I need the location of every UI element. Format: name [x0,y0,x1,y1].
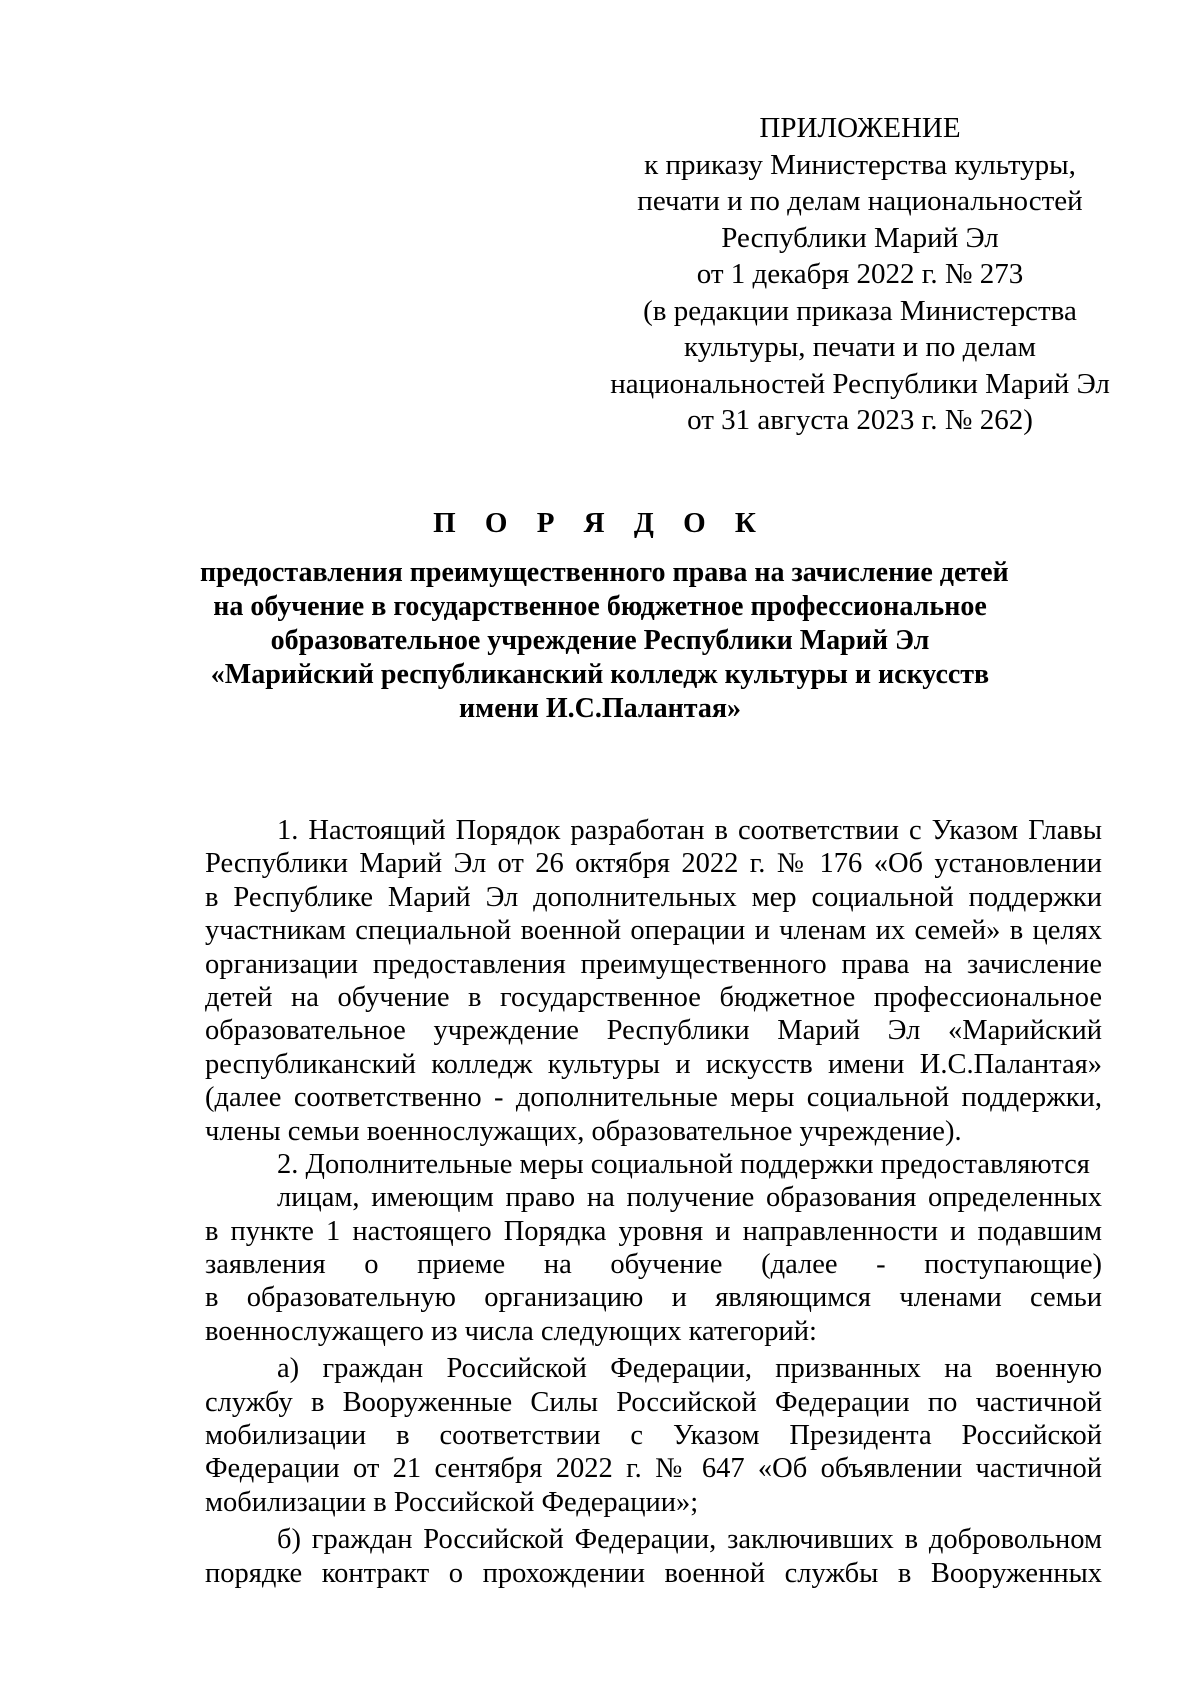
paragraph-line: детей на обучение в государственное бюджетное профессиональное [205,981,1102,1013]
paragraph-line: б) граждан Российской Федерации, заключивших в добровольном [277,1524,1102,1556]
paragraph-line: образовательное учреждение Республики Марий Эл «Марийский [205,1015,1102,1047]
paragraph-line: военнослужащего из числа следующих категорий: [205,1315,817,1347]
appendix-line: Республики Марий Эл [721,221,999,254]
paragraph-line: (далее соответственно - дополнительные меры социальной поддержки, [205,1082,1102,1114]
appendix-block [600,110,1120,439]
subtitle-line: имени И.С.Палантая» [458,693,741,724]
paragraph-line: 2. Дополнительные меры социальной поддержки предоставляются [277,1148,1090,1180]
document-body [205,814,1102,1590]
appendix-line: культуры, печати и по делам [684,331,1036,363]
paragraph-1 [205,814,1102,1148]
subtitle-line: «Марийский республиканский колледж культуры и искусств [210,659,990,690]
paragraph-line: заявления о приеме на обучение (далее - поступающие) [205,1249,1102,1281]
paragraph-line: организации предоставления преимущественного права на зачисление [205,948,1102,980]
item-a [205,1352,1102,1519]
document-title: П О Р Я Д О К [433,507,767,539]
appendix-line: печати и по делам национальностей [637,185,1083,217]
paragraph-line: порядке контракт о прохождении военной службы в Вооруженных [205,1557,1102,1589]
appendix-line: национальностей Республики Марий Эл [610,367,1110,400]
paragraph-2 [205,1148,1102,1348]
paragraph-line: Республики Марий Эл от 26 октября 2022 г. № 176 «Об установлении [205,848,1102,880]
paragraph-line: участникам специальной военной операции и членам их семей» в целях [205,915,1102,947]
subtitle-line: на обучение в государственное бюджетное профессиональное [213,591,987,622]
subtitle-line: образовательное учреждение Республики Марий Эл [270,625,930,656]
appendix-line: от 1 декабря 2022 г. № 273 [696,258,1024,290]
paragraph-line: 1. Настоящий Порядок разработан в соответствии с Указом Главы [277,815,1102,846]
paragraph-line: Федерации от 21 сентября 2022 г. № 647 «Об объявлении частичной [205,1453,1102,1485]
appendix-heading: ПРИЛОЖЕНИЕ [759,112,961,144]
appendix-line: от 31 августа 2023 г. № 262) [687,404,1033,436]
document-subtitle [200,556,1009,726]
paragraph-line: в пункте 1 настоящего Порядка уровня и направленности и подавшим [205,1215,1102,1247]
item-b [205,1523,1102,1590]
appendix-line: (в редакции приказа Министерства [643,294,1077,327]
paragraph-line: службу в Вооруженные Силы Российской Федерации по частичной [205,1386,1102,1418]
paragraph-line: республиканский колледж культуры и искусств имени И.С.Палантая» [205,1048,1102,1080]
paragraph-line: мобилизации в соответствии с Указом Президента Российской [205,1420,1102,1452]
paragraph-line: в образовательную организацию и являющимся членами семьи [205,1282,1102,1314]
paragraph-line: в Республике Марий Эл дополнительных мер социальной поддержки [205,881,1102,913]
paragraph-line: члены семьи военнослужащих, образовательное учреждение). [205,1115,962,1147]
paragraph-line: мобилизации в Российской Федерации»; [205,1486,699,1518]
paragraph-line: лицам, имеющим право на получение образования определенных [277,1182,1102,1214]
paragraph-line: а) граждан Российской Федерации, призванных на военную [277,1353,1102,1385]
appendix-line: к приказу Министерства культуры, [644,148,1076,181]
subtitle-line: предоставления преимущественного права на зачисление детей [200,557,1009,588]
